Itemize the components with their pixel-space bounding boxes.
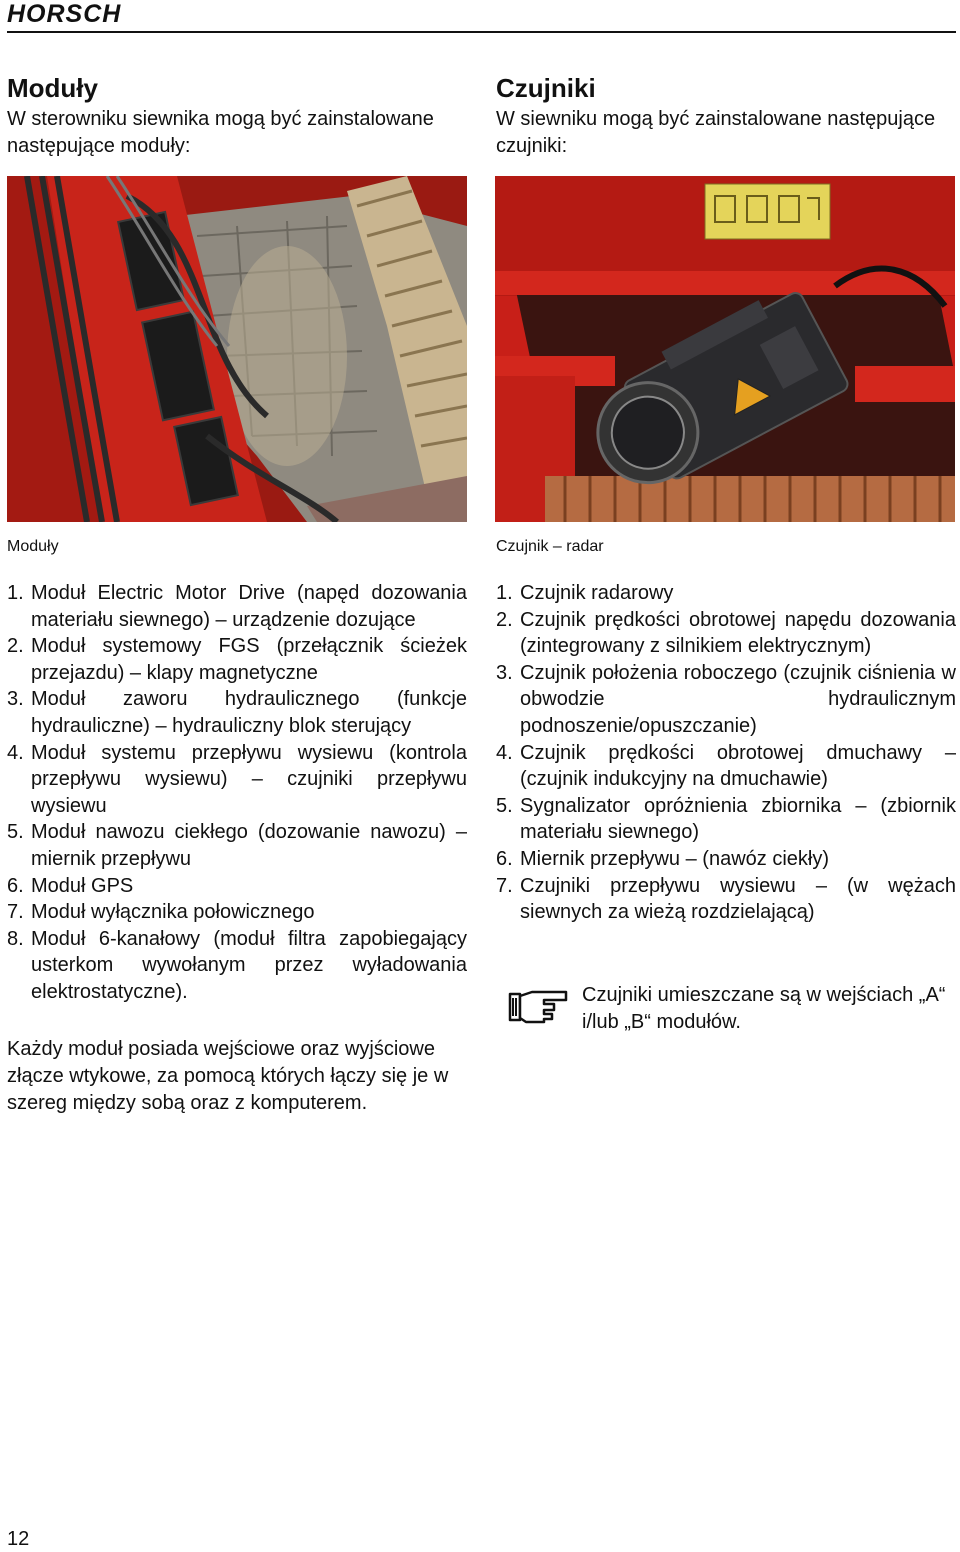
modules-intro: W sterowniku siewnika mogą być zainstalowane następujące moduły: <box>7 108 434 157</box>
pointing-hand-icon <box>508 986 570 1026</box>
sensors-title: Czujniki <box>496 73 596 103</box>
item-text: Moduł zaworu hydraulicznego (funkcje hydrauliczne) – hydrauliczny blok sterujący <box>31 688 467 737</box>
list-item <box>496 660 956 740</box>
list-item <box>496 607 956 660</box>
item-text: Sygnalizator opróżnienia zbiornika – (zbiornik materiału siewnego) <box>520 794 956 844</box>
item-number: 5. <box>496 794 513 817</box>
modules-photo <box>7 176 467 522</box>
list-item <box>7 740 467 820</box>
list-item <box>496 793 956 846</box>
modules-list <box>7 580 467 1006</box>
item-text: Czujnik prędkości obrotowej napędu dozowania (zintegrowany z silnikiem elektrycznym) <box>520 608 956 658</box>
list-item <box>7 819 467 872</box>
item-text: Moduł systemu przepływu wysiewu (kontrola przepływu wysiewu) – czujniki przepływu wysiewu <box>31 741 467 817</box>
item-text: Moduł GPS <box>31 874 134 897</box>
list-item <box>7 633 467 686</box>
list-item <box>496 873 956 926</box>
horsch-logo <box>7 2 179 26</box>
radar-sensor-photo <box>495 176 955 522</box>
item-number: 3. <box>7 688 24 711</box>
item-number: 5. <box>7 821 24 844</box>
logo-text: HORSCH <box>7 0 122 28</box>
list-item <box>496 846 956 873</box>
item-text: Czujniki przepływu wysiewu – (w wężach siewnych za wieżą rozdzielającą) <box>520 874 956 924</box>
item-number: 2. <box>496 608 513 631</box>
list-item <box>7 873 467 900</box>
sensors-list <box>496 580 956 926</box>
modules-title: Moduły <box>7 73 98 103</box>
item-number: 6. <box>496 847 513 870</box>
item-text: Moduł systemowy FGS (przełącznik ścieżek przejazdu) – klapy magnetyczne <box>31 635 467 684</box>
item-number: 1. <box>7 582 24 604</box>
item-number: 1. <box>496 582 513 604</box>
list-item <box>7 686 467 739</box>
item-number: 7. <box>7 901 24 924</box>
list-item <box>496 580 956 607</box>
item-text: Moduł Electric Motor Drive (napęd dozowania materiału siewnego) – urządzenie dozujące <box>31 582 467 631</box>
item-number: 8. <box>7 927 24 950</box>
item-text: Czujnik prędkości obrotowej dmuchawy – (czujnik indukcyjny na dmuchawie) <box>520 741 956 791</box>
sensors-intro: W siewniku mogą być zainstalowane następujące czujniki: <box>496 108 936 157</box>
item-text: Moduł wyłącznika połowicznego <box>31 901 315 924</box>
modules-photo-caption: Moduły <box>7 538 59 555</box>
sensors-heading-block <box>496 70 956 160</box>
item-text: Moduł 6-kanałowy (moduł filtra zapobiegający usterkom wywołanym przez wyładowania elektrostatyczne). <box>31 927 467 1003</box>
list-item <box>7 580 467 633</box>
item-text: Czujnik położenia roboczego (czujnik ciśnienia w obwodzie hydraulicznym podnoszenie/opuszczanie) <box>520 661 956 737</box>
item-text: Miernik przepływu – (nawóz ciekły) <box>520 847 829 870</box>
item-number: 3. <box>496 661 513 684</box>
list-item <box>496 740 956 793</box>
item-text: Czujnik radarowy <box>520 582 674 604</box>
item-number: 4. <box>7 741 24 764</box>
list-item <box>7 899 467 926</box>
item-number: 7. <box>496 874 513 897</box>
item-number: 6. <box>7 874 24 897</box>
list-item <box>7 926 467 1006</box>
radar-photo-caption: Czujnik – radar <box>496 538 604 555</box>
item-number: 4. <box>496 741 513 764</box>
item-text: Moduł nawozu ciekłego (dozowanie nawozu) – miernik przepływu <box>31 821 467 870</box>
item-number: 2. <box>7 635 24 658</box>
note-box <box>508 982 958 1036</box>
page-number: 12 <box>7 1528 30 1550</box>
note-text: Czujniki umieszczane są w wejściach „A“ i/lub „B“ modułów. <box>582 984 946 1033</box>
modules-connection-paragraph: Każdy moduł posiada wejściowe oraz wyjściowe złącze wtykowe, za pomocą których łączy się je w szereg między sobą oraz z komputerem. <box>7 1038 449 1114</box>
modules-heading-block <box>7 70 467 160</box>
header-rule <box>7 31 956 33</box>
